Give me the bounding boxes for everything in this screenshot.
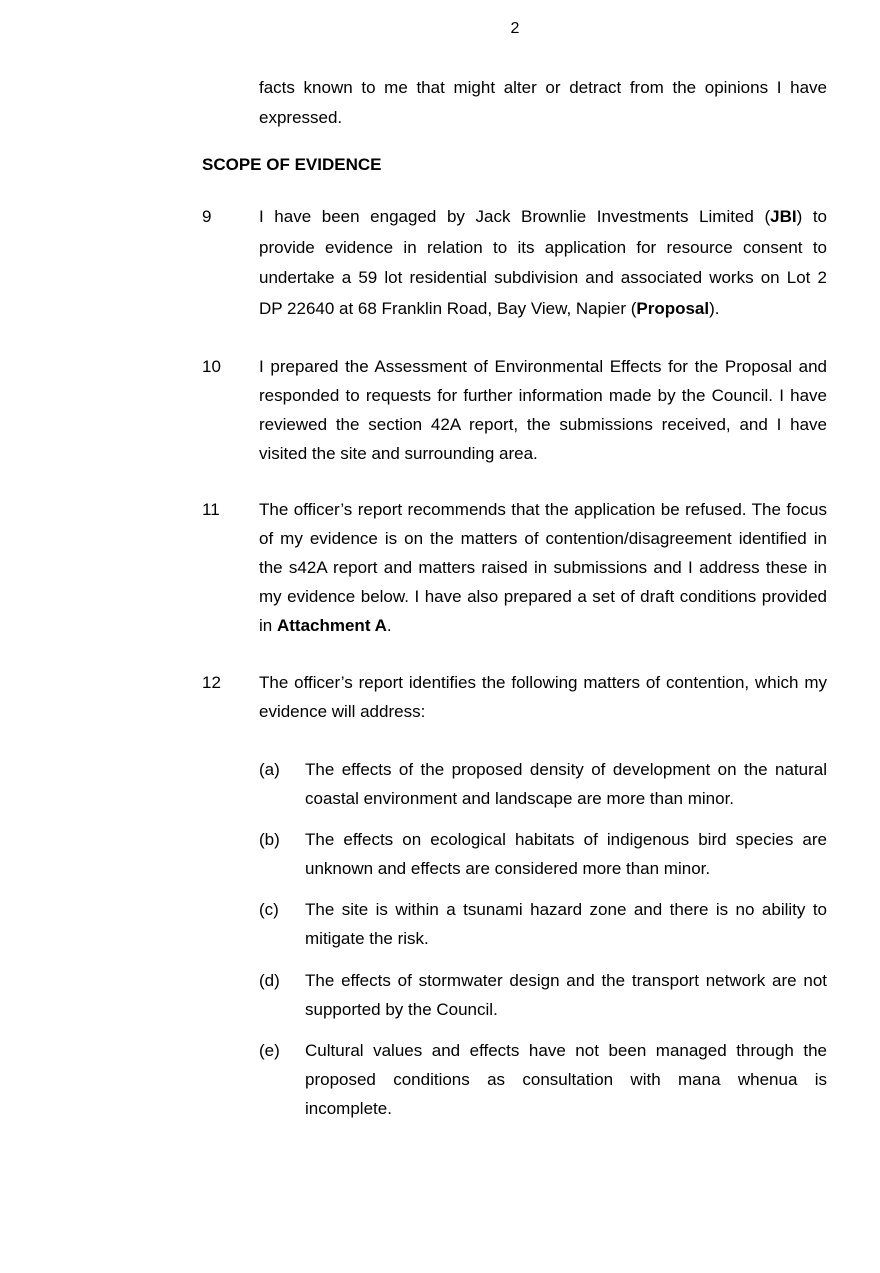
- list-item-text: The effects of stormwater design and the transport network are not supported by the Council.: [305, 971, 827, 1019]
- paragraph-9: [202, 202, 827, 324]
- defined-term-jbi: JBI: [770, 207, 797, 226]
- list-item-label: (a): [259, 760, 280, 779]
- attachment-reference: Attachment A: [276, 616, 387, 635]
- list-item-label: (e): [259, 1041, 280, 1060]
- list-item: [259, 1036, 827, 1123]
- paragraph-text: I have been engaged by Jack Brownlie Investments Limited (JBI) to provide evidence in relation to its application for resource consent to undertake a 59 lot residential subdivision and associated works on Lot 2 DP 22640 at 68 Franklin Road, Bay View, Napier (Proposal).: [259, 207, 828, 318]
- list-item-label: (d): [259, 971, 280, 990]
- paragraph-number: 9: [202, 207, 212, 226]
- defined-term-proposal: Proposal: [636, 298, 710, 318]
- list-item: [259, 966, 827, 1024]
- list-item-text: The effects of the proposed density of development on the natural coastal environment and landscape are more than minor.: [305, 760, 827, 808]
- list-item-label: (c): [259, 900, 279, 919]
- paragraph-12: [202, 668, 827, 726]
- paragraph-text: The officer’s report recommends that the application be refused. The focus of my evidence is on the matters of contention/disagreement identified in the s42A report and matters raised in submissions and I address these in my evidence below. I have also prepared a set of draft conditions provided in Attachment A.: [259, 500, 827, 635]
- list-item-text: The effects on ecological habitats of indigenous bird species are unknown and effects are considered more than minor.: [305, 830, 827, 878]
- paragraph-number: 12: [202, 673, 221, 692]
- list-item-text: The site is within a tsunami hazard zone and there is no ability to mitigate the risk.: [305, 900, 827, 948]
- paragraph-11: [202, 495, 827, 640]
- paragraph-number: 11: [202, 500, 220, 519]
- section-heading: SCOPE OF EVIDENCE: [202, 155, 382, 174]
- paragraph-text: The officer’s report identifies the following matters of contention, which my evidence will address:: [259, 673, 827, 721]
- list-item-label: (b): [259, 830, 280, 849]
- list-item: [259, 895, 827, 953]
- paragraph-number: 10: [202, 357, 221, 376]
- list-item: [259, 755, 827, 813]
- list-item-text: Cultural values and effects have not been managed through the proposed conditions as consultation with mana whenua is incomplete.: [305, 1041, 827, 1118]
- list-item: [259, 825, 827, 883]
- paragraph-10: [202, 352, 827, 468]
- continuation-text: facts known to me that might alter or detract from the opinions I have expressed.: [259, 78, 827, 127]
- page-number: 2: [510, 20, 520, 37]
- paragraph-text: I prepared the Assessment of Environmental Effects for the Proposal and responded to requests for further information made by the Council. I have reviewed the section 42A report, the submissions received, and I have visited the site and surrounding area.: [259, 357, 827, 463]
